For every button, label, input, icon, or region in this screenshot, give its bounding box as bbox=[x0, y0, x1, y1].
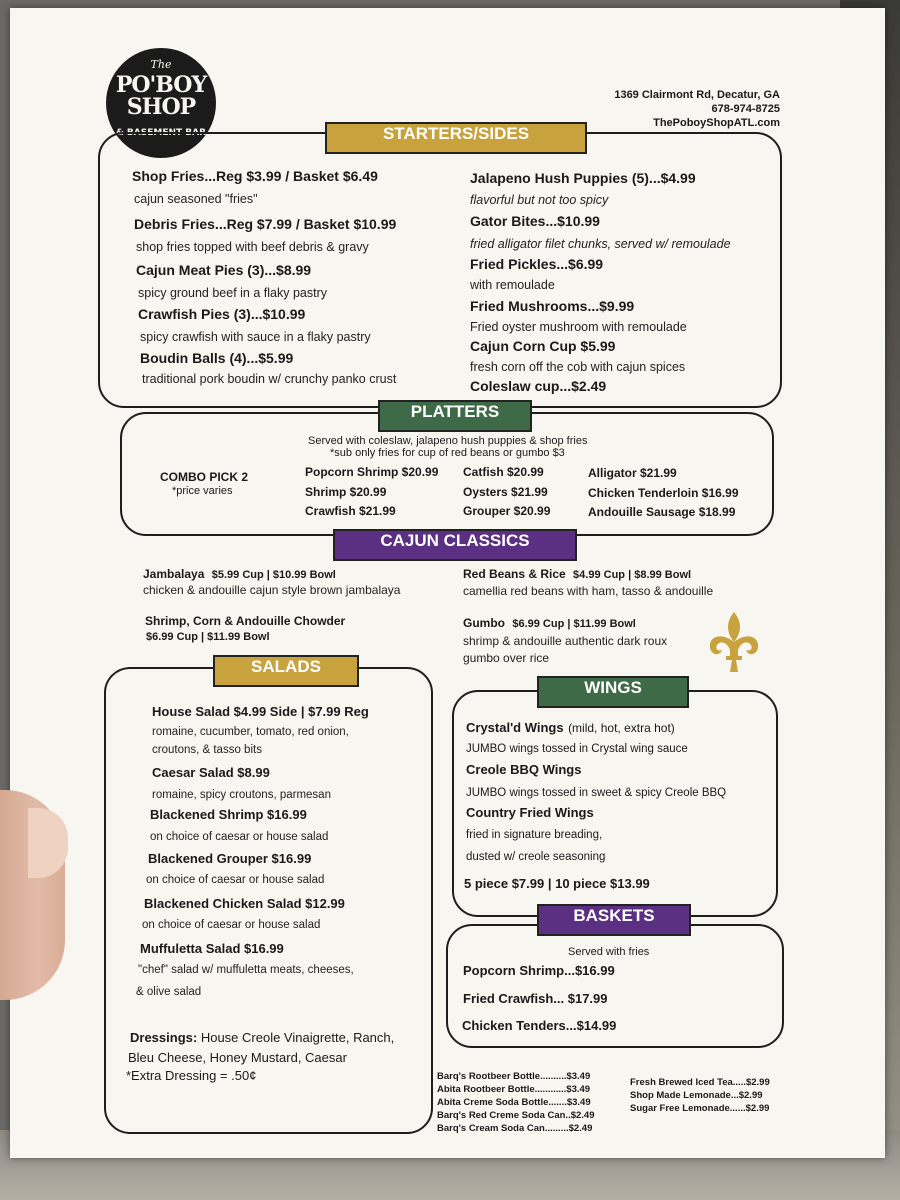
basket-item: Chicken Tenders...$14.99 bbox=[462, 1018, 617, 1033]
salad-name: Blackened Chicken Salad $12.99 bbox=[144, 896, 345, 911]
wings-pricing: 5 piece $7.99 | 10 piece $13.99 bbox=[464, 876, 650, 891]
dressings-label: Dressings: bbox=[130, 1030, 198, 1045]
menu-item-desc: flavorful but not too spicy bbox=[470, 193, 609, 207]
drink-item: Shop Made Lemonade...$2.99 bbox=[630, 1090, 763, 1101]
platter-item: Andouille Sausage $18.99 bbox=[588, 505, 736, 519]
gumbo-desc: shrimp & andouille authentic dark roux bbox=[463, 634, 668, 648]
country-wings-desc: dusted w/ creole seasoning bbox=[466, 851, 606, 863]
platters-note: Served with coleslaw, jalapeno hush puppies & shop fries bbox=[308, 435, 588, 447]
salad-desc: romaine, cucumber, tomato, red onion, bbox=[152, 726, 349, 738]
menu-item-name: Fried Pickles...$6.99 bbox=[470, 256, 604, 272]
platter-item: Alligator $21.99 bbox=[588, 466, 677, 480]
gumbo-name bbox=[463, 616, 636, 630]
jambalaya-desc: chicken & andouille cajun style brown jambalaya bbox=[143, 583, 401, 597]
redbeans-title: Red Beans & Rice bbox=[463, 567, 566, 581]
jambalaya-price: $5.99 Cup | $10.99 Bowl bbox=[211, 569, 336, 581]
menu-item-desc: shop fries topped with beef debris & gravy bbox=[136, 240, 369, 254]
salad-name: Caesar Salad $8.99 bbox=[152, 765, 270, 780]
jambalaya-name bbox=[143, 567, 336, 581]
logo-the: The bbox=[150, 58, 172, 71]
menu-item-name: Cajun Corn Cup $5.99 bbox=[470, 338, 616, 354]
redbeans-name bbox=[463, 567, 691, 581]
salad-desc: & olive salad bbox=[136, 986, 202, 998]
crystal-wings-options: (mild, hot, extra hot) bbox=[568, 721, 675, 735]
dressings-list: House Creole Vinaigrette, Ranch, bbox=[200, 1030, 395, 1045]
phone: 678-974-8725 bbox=[711, 103, 780, 115]
crystal-wings bbox=[466, 719, 675, 737]
menu-item-desc: traditional pork boudin w/ crunchy panko crust bbox=[142, 372, 397, 386]
basket-item: Fried Crawfish... $17.99 bbox=[463, 991, 608, 1006]
dressings-line bbox=[130, 1030, 394, 1045]
chowder-name: Shrimp, Corn & Andouille Chowder bbox=[145, 614, 346, 628]
menu-item-name: Shop Fries...Reg $3.99 / Basket $6.49 bbox=[132, 168, 378, 184]
crystal-wings-name: Crystal'd Wings bbox=[466, 720, 564, 735]
drink-item: Fresh Brewed Iced Tea.....$2.99 bbox=[630, 1077, 770, 1088]
platters-banner: PLATTERS bbox=[378, 400, 532, 432]
platter-item: Crawfish $21.99 bbox=[305, 504, 396, 518]
creole-wings-name: Creole BBQ Wings bbox=[466, 762, 582, 777]
address: 1369 Clairmont Rd, Decatur, GA bbox=[614, 89, 780, 101]
platter-item: Oysters $21.99 bbox=[463, 485, 548, 499]
menu-item-desc: with remoulade bbox=[470, 278, 555, 292]
menu-item-name: Crawfish Pies (3)...$10.99 bbox=[138, 306, 306, 322]
menu-item-desc: fried alligator filet chunks, served w/ remoulade bbox=[470, 237, 731, 251]
salad-desc: "chef" salad w/ muffuletta meats, cheeses, bbox=[138, 964, 354, 976]
menu-item-desc: fresh corn off the cob with cajun spices bbox=[470, 360, 686, 374]
menu-item-name: Boudin Balls (4)...$5.99 bbox=[140, 350, 294, 366]
salad-name: Blackened Shrimp $16.99 bbox=[150, 807, 307, 822]
menu-item-name: Jalapeno Hush Puppies (5)...$4.99 bbox=[470, 170, 696, 186]
logo-name: PO'BOY SHOP bbox=[115, 72, 207, 120]
salad-name: Muffuletta Salad $16.99 bbox=[140, 941, 284, 956]
menu-item-name: Cajun Meat Pies (3)...$8.99 bbox=[136, 262, 312, 278]
platter-item: Catfish $20.99 bbox=[463, 465, 544, 479]
platter-item: Chicken Tenderloin $16.99 bbox=[588, 486, 739, 500]
combo-label: COMBO PICK 2 bbox=[160, 470, 249, 484]
chowder-price: $6.99 Cup | $11.99 Bowl bbox=[146, 631, 270, 643]
starters-banner: STARTERS/SIDES bbox=[325, 122, 587, 154]
menu-item-name: Coleslaw cup...$2.49 bbox=[470, 378, 607, 394]
dressings-list: Bleu Cheese, Honey Mustard, Caesar bbox=[128, 1050, 347, 1065]
salad-desc: croutons, & tasso bits bbox=[152, 744, 262, 756]
menu-item-desc: cajun seasoned "fries" bbox=[134, 192, 258, 206]
creole-wings-desc: JUMBO wings tossed in sweet & spicy Creole BBQ bbox=[466, 787, 727, 799]
wings-banner: WINGS bbox=[537, 676, 689, 708]
fleur-de-lis-icon bbox=[704, 610, 764, 674]
drink-item: Abita Creme Soda Bottle.......$3.49 bbox=[437, 1097, 591, 1108]
jambalaya-title: Jambalaya bbox=[143, 567, 205, 581]
salads-banner: SALADS bbox=[213, 655, 359, 687]
menu-item-name: Debris Fries...Reg $7.99 / Basket $10.99 bbox=[134, 216, 397, 232]
salad-desc: romaine, spicy croutons, parmesan bbox=[152, 789, 331, 801]
gumbo-price: $6.99 Cup | $11.99 Bowl bbox=[512, 618, 636, 630]
address-block bbox=[560, 88, 780, 130]
salad-name: Blackened Grouper $16.99 bbox=[148, 851, 312, 866]
country-wings-name: Country Fried Wings bbox=[466, 805, 594, 820]
drink-item: Sugar Free Lemonade......$2.99 bbox=[630, 1103, 770, 1114]
logo-sub: & BASEMENT BAR bbox=[115, 128, 207, 138]
drink-item: Barq's Red Creme Soda Can..$2.49 bbox=[437, 1110, 595, 1121]
drink-item: Abita Rootbeer Bottle............$3.49 bbox=[437, 1084, 591, 1095]
website: ThePoboyShopATL.com bbox=[653, 117, 780, 129]
redbeans-desc: camellia red beans with ham, tasso & andouille bbox=[463, 584, 714, 598]
salad-desc: on choice of caesar or house salad bbox=[150, 831, 329, 843]
basket-item: Popcorn Shrimp...$16.99 bbox=[463, 963, 615, 978]
drink-item: Barq's Rootbeer Bottle..........$3.49 bbox=[437, 1071, 591, 1082]
baskets-banner: BASKETS bbox=[537, 904, 691, 936]
menu-item-desc: Fried oyster mushroom with remoulade bbox=[470, 320, 687, 334]
salad-name: House Salad $4.99 Side | $7.99 Reg bbox=[152, 704, 369, 719]
drink-item: Barq's Cream Soda Can.........$2.49 bbox=[437, 1123, 593, 1134]
gumbo-title: Gumbo bbox=[463, 616, 505, 630]
salad-desc: on choice of caesar or house salad bbox=[146, 874, 325, 886]
menu-item-desc: spicy ground beef in a flaky pastry bbox=[138, 286, 327, 300]
menu-item-desc: spicy crawfish with sauce in a flaky pastry bbox=[140, 330, 371, 344]
combo-note: *price varies bbox=[172, 485, 233, 497]
country-wings-desc: fried in signature breading, bbox=[466, 829, 603, 841]
extra-dressing: *Extra Dressing = .50¢ bbox=[126, 1068, 257, 1083]
baskets-note: Served with fries bbox=[568, 946, 650, 958]
menu-item-name: Gator Bites...$10.99 bbox=[470, 213, 600, 229]
cajun-classics-banner: CAJUN CLASSICS bbox=[333, 529, 577, 561]
platter-item: Popcorn Shrimp $20.99 bbox=[305, 465, 439, 479]
platters-sub-note: *sub only fries for cup of red beans or gumbo $3 bbox=[330, 447, 565, 459]
platter-item: Grouper $20.99 bbox=[463, 504, 551, 518]
salad-desc: on choice of caesar or house salad bbox=[142, 919, 321, 931]
platter-item: Shrimp $20.99 bbox=[305, 485, 387, 499]
crystal-wings-desc: JUMBO wings tossed in Crystal wing sauce bbox=[466, 743, 688, 755]
menu-item-name: Fried Mushrooms...$9.99 bbox=[470, 298, 635, 314]
redbeans-price: $4.99 Cup | $8.99 Bowl bbox=[573, 569, 692, 581]
gumbo-desc: gumbo over rice bbox=[463, 651, 550, 665]
